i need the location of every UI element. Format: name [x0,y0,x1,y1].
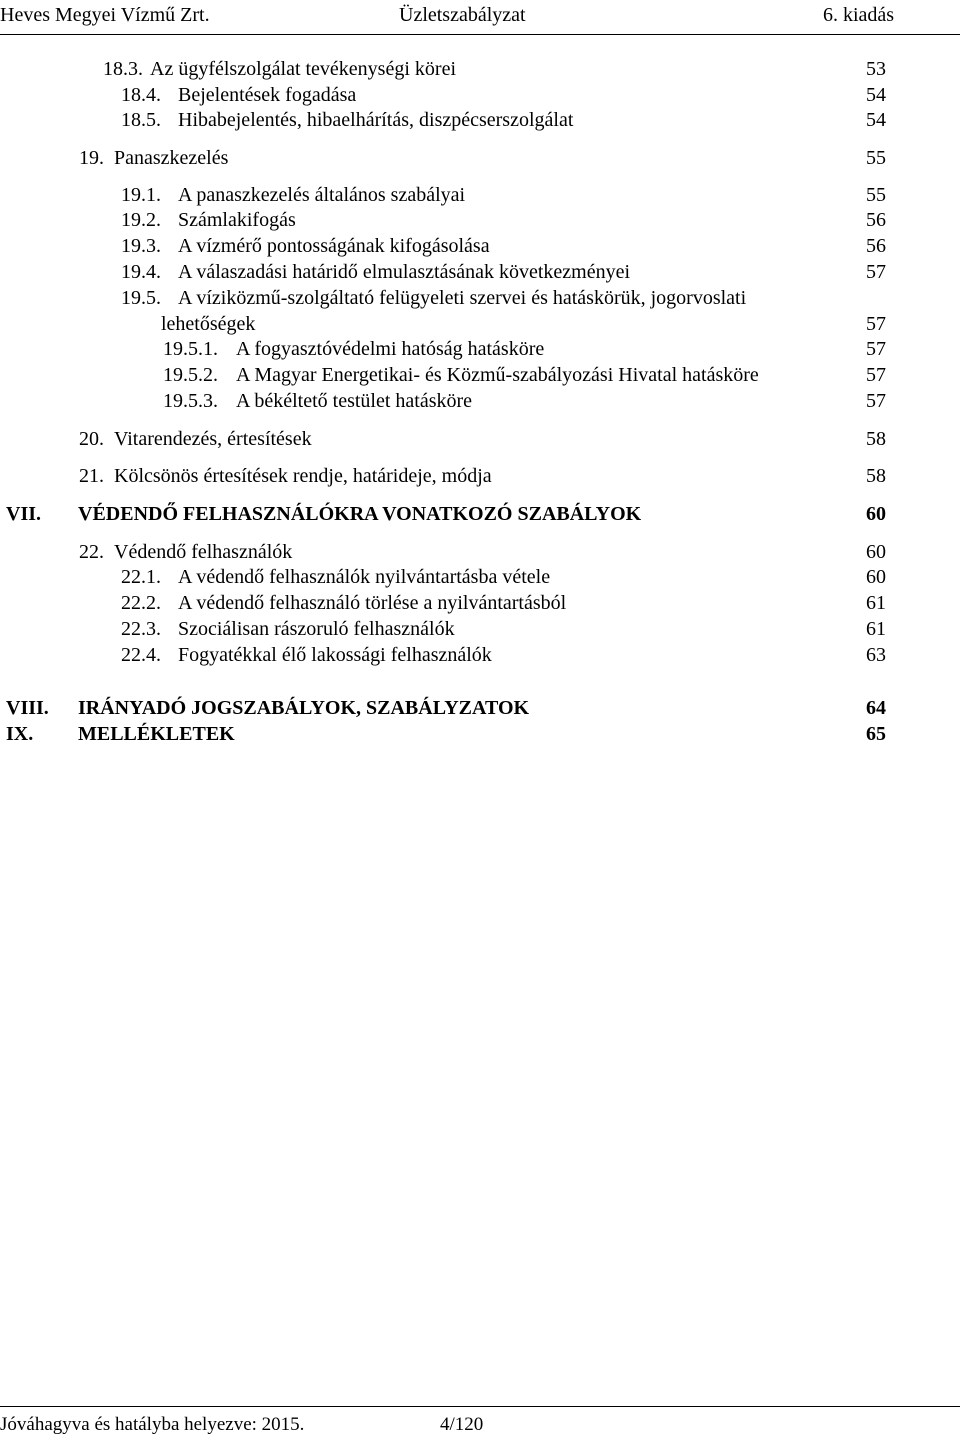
toc-chapter-VII[interactable] [0,501,960,527]
toc-entry-page: 60 [866,503,886,525]
toc-entry-19-5-2[interactable] [0,362,960,388]
toc-entry-title: Az ügyfélszolgálat tevékenységi körei [150,58,456,80]
toc-entry-page: 56 [866,209,886,231]
toc-entry-19-1[interactable] [0,182,960,208]
toc-entry-number: 19.1. [121,184,161,206]
toc-entry-21[interactable] [0,463,960,489]
toc-entry-18-3[interactable] [0,56,960,82]
toc-entry-number: 19.3. [121,235,161,257]
toc-chapter-number: VIII. [6,697,49,719]
toc-entry-title: A panaszkezelés általános szabályai [178,184,466,206]
toc-entry-title: A fogyasztóvédelmi hatóság hatásköre [236,338,545,360]
toc-entry-page: 57 [866,338,886,360]
toc-entry-number: 22.3. [121,618,161,640]
toc-entry-page: 64 [866,697,886,719]
toc-entry-title: Számlakifogás [178,209,296,231]
toc-entry-number: 19.4. [121,261,161,283]
toc-entry-page: 53 [866,58,886,80]
toc-chapter-number: VII. [6,503,42,525]
toc-entry-19-5-continued[interactable] [0,311,960,337]
toc-entry-number: 20. [79,428,104,450]
toc-entry-19-2[interactable] [0,207,960,233]
toc-entry-title: Védendő felhasználók [114,541,293,563]
toc-entry-page: 56 [866,235,886,257]
toc-entry-22-4[interactable] [0,642,960,668]
toc-entry-19-3[interactable] [0,233,960,259]
toc-entry-number: 18.4. [121,84,161,106]
toc-entry-page: 60 [866,541,886,563]
footer-divider [0,1406,960,1407]
footer-approval: Jóváhagyva és hatályba helyezve: 2015. [0,1414,305,1435]
toc-entry-19-5-1[interactable] [0,336,960,362]
toc-entry-page: 65 [866,723,886,745]
toc-entry-title: Panaszkezelés [114,147,229,169]
toc-entry-title: A vízmérő pontosságának kifogásolása [178,235,490,257]
toc-entry-title: Fogyatékkal élő lakossági felhasználók [178,644,492,666]
header-document-title: Üzletszabályzat [399,4,526,26]
footer-page-number: 4/120 [440,1414,484,1435]
header-divider [0,34,960,35]
toc-entry-22[interactable] [0,539,960,565]
toc-entry-title: A védendő felhasználó törlése a nyilvántartásból [178,592,567,614]
toc-entry-20[interactable] [0,426,960,452]
toc-entry-19-5-3[interactable] [0,388,960,414]
toc-entry-page: 55 [866,147,886,169]
toc-entry-number: 19.5.3. [163,390,218,412]
toc-entry-title: Vitarendezés, értesítések [114,428,312,450]
toc-entry-19-5[interactable] [0,285,960,311]
toc-entry-22-3[interactable] [0,616,960,642]
toc-entry-page: 58 [866,465,886,487]
toc-chapter-title: IRÁNYADÓ JOGSZABÁLYOK, SZABÁLYZATOK [78,697,530,719]
toc-entry-title: A válaszadási határidő elmulasztásának következményei [178,261,631,283]
toc-chapter-title: MELLÉKLETEK [78,723,235,745]
toc-entry-number: 22.2. [121,592,161,614]
header-edition: 6. kiadás [823,4,895,26]
toc-entry-page: 57 [866,261,886,283]
toc-entry-number: 22. [79,541,104,563]
toc-entry-number: 22.4. [121,644,161,666]
toc-entry-title: A Magyar Energetikai- és Közmű-szabályozási Hivatal hatásköre [236,364,759,386]
toc-entry-title: A békéltető testület hatásköre [236,390,473,412]
toc-entry-title: A víziközmű-szolgáltató felügyeleti szervei és hatáskörük, jogorvoslati [178,287,747,309]
toc-entry-number: 22.1. [121,566,161,588]
toc-chapter-number: IX. [6,723,34,745]
toc-entry-number: 19.5.1. [163,338,218,360]
toc-entry-number: 19.2. [121,209,161,231]
toc-entry-number: 21. [79,465,104,487]
toc-entry-title: Bejelentések fogadása [178,84,357,106]
toc-entry-number: 19.5.2. [163,364,218,386]
toc-entry-title: A védendő felhasználók nyilvántartásba vétele [178,566,551,588]
toc-entry-number: 19.5. [121,287,161,309]
toc-entry-page: 55 [866,184,886,206]
toc-entry-number: 18.3. [103,58,143,80]
header-company: Heves Megyei Vízmű Zrt. [0,4,210,26]
toc-entry-page: 57 [866,364,886,386]
toc-entry-page: 61 [866,618,886,640]
toc-entry-title: Szociálisan rászoruló felhasználók [178,618,455,640]
toc-entry-22-2[interactable] [0,590,960,616]
toc-chapter-title: VÉDENDŐ FELHASZNÁLÓKRA VONATKOZÓ SZABÁLYOK [78,503,642,525]
toc-entry-page: 61 [866,592,886,614]
toc-chapter-IX[interactable] [0,721,960,747]
toc-entry-title: Kölcsönös értesítések rendje, határideje, módja [114,465,492,487]
toc-entry-page: 63 [866,644,886,666]
toc-entry-18-5[interactable] [0,107,960,133]
toc-entry-18-4[interactable] [0,82,960,108]
toc-entry-19-4[interactable] [0,259,960,285]
toc-entry-page: 54 [866,109,886,131]
toc-entry-22-1[interactable] [0,564,960,590]
toc-entry-19[interactable] [0,145,960,171]
toc-entry-page: 58 [866,428,886,450]
toc-chapter-VIII[interactable] [0,695,960,721]
toc-entry-number: 18.5. [121,109,161,131]
toc-entry-page: 57 [866,313,886,335]
toc-entry-page: 60 [866,566,886,588]
toc-entry-title-continued: lehetőségek [161,313,256,335]
toc-entry-page: 57 [866,390,886,412]
toc-entry-number: 19. [79,147,104,169]
toc-entry-page: 54 [866,84,886,106]
toc-entry-title: Hibabejelentés, hibaelhárítás, diszpécserszolgálat [178,109,574,131]
